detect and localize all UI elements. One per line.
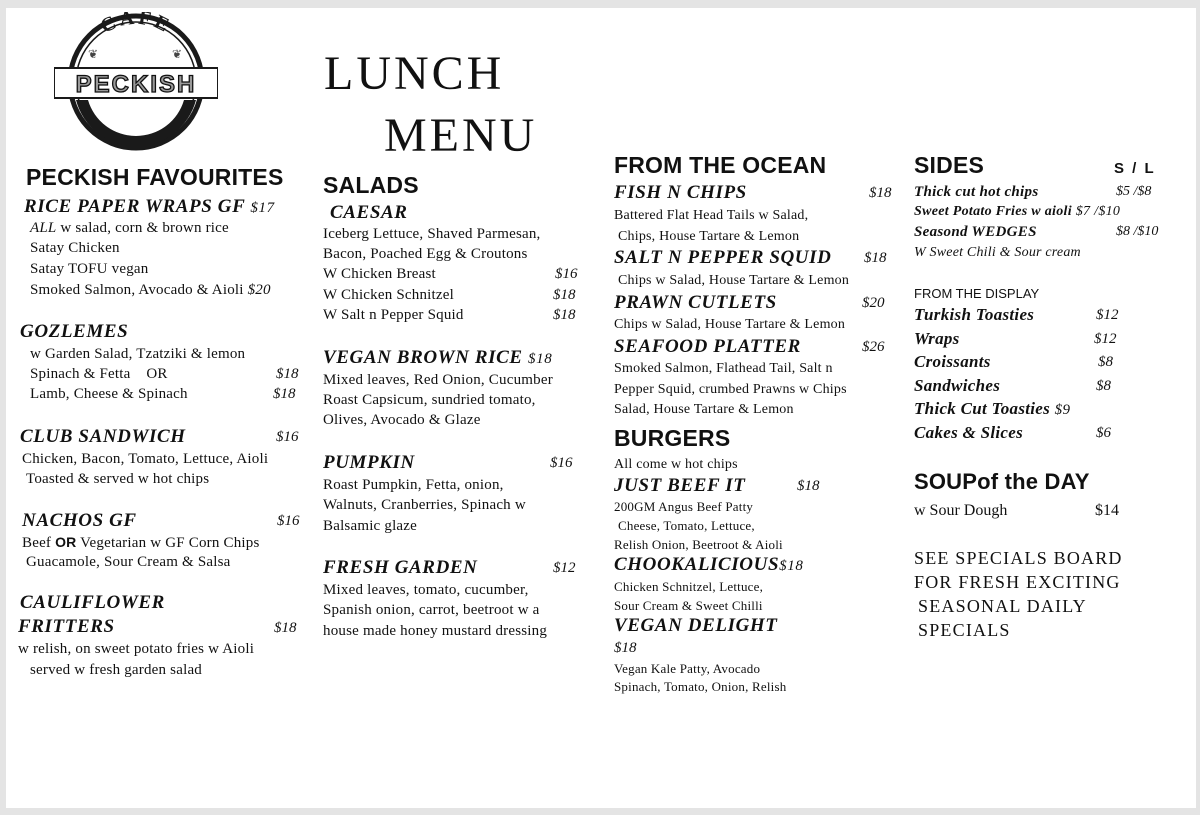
platter-desc: Pepper Squid, crumbed Prawns w Chips [614,382,847,397]
rice-paper-title [24,196,275,218]
fish-name: FISH N CHIPS [614,182,747,203]
vegan-rice-name: VEGAN BROWN RICE [323,347,523,368]
specials-line: SEE SPECIALS BOARD [914,548,1123,568]
burgers-note: All come w hot chips [614,457,738,472]
vegan-burger-desc: Spinach, Tomato, Onion, Relish [614,679,787,694]
gozlemes-option-label: Spinach & Fetta [30,366,131,382]
caesar-option-price: $18 [553,307,576,323]
logo-bottom-text: on the Park [88,97,184,138]
platter-name: SEAFOOD PLATTER [614,336,801,357]
display-item-price: $6 [1096,425,1111,441]
display-heading: FROM THE DISPLAY [914,286,1040,301]
club-desc-2: Toasted & served w hot chips [26,471,210,487]
side-item: Seasond WEDGES [914,224,1037,240]
soup-heading: SOUPof the DAY [914,469,1090,494]
sides-heading: SIDES [914,152,985,178]
gozlemes-or: OR [146,366,168,382]
garden-desc: Spanish onion, carrot, beetroot w a [323,602,540,618]
display-item: Sandwiches [914,376,1001,395]
pumpkin-price: $16 [550,455,573,471]
side-item-price: $8 /$10 [1116,224,1159,239]
side-item-price: $5 /$8 [1116,184,1152,199]
logo-top-text: CAFE [97,12,176,38]
side-item [914,204,1120,220]
club-name: CLUB SANDWICH [20,426,186,447]
caesar-desc-2: Bacon, Poached Egg & Croutons [323,246,528,262]
rice-paper-option: Satay Chicken [30,240,120,256]
pumpkin-desc: Walnuts, Cranberries, Spinach w [323,497,526,513]
gozlemes-option-2: Lamb, Cheese & Spinach [30,386,188,402]
platter-price: $26 [862,339,885,355]
cauliflower-desc-1: w relish, on sweet potato fries w Aioli [18,641,255,657]
sides-size-label: S / L [1114,160,1154,177]
nachos-desc-2: Guacamole, Sour Cream & Salsa [26,554,231,570]
caesar-option: W Chicken Breast [323,266,436,282]
beef-desc: 200GM Angus Beef Patty [614,499,754,514]
beef-price: $18 [797,478,820,494]
display-item-price: $12 [1094,331,1117,347]
fish-desc: Battered Flat Head Tails w Salad, [614,208,809,223]
beef-name: JUST BEEF IT [614,475,746,496]
fish-desc: Chips, House Tartare & Lemon [618,229,800,244]
nachos-name: NACHOS GF [22,510,137,531]
cafe-logo [54,12,218,152]
display-item: Cakes & Slices [914,423,1024,442]
specials-line: SEASONAL DAILY [918,596,1087,616]
vegan-burger-price: $18 [614,640,637,656]
cauliflower-name-1: CAULIFLOWER [20,592,165,613]
nachos-beef: Beef [22,535,56,551]
cauliflower-price: $18 [274,620,297,636]
display-item: Croissants [914,352,991,371]
club-price: $16 [276,429,299,445]
logo-name: PECKISH [75,71,197,98]
vegan-rice-desc: Olives, Avocado & Glaze [323,412,481,428]
soup-desc: w Sour Dough [914,502,1008,519]
gozlemes-option-1 [30,366,168,383]
chook-title [614,554,803,576]
gozlemes-price-1: $18 [276,366,299,382]
vegan-rice-desc: Mixed leaves, Red Onion, Cucumber [323,372,553,388]
pumpkin-name: PUMPKIN [323,452,415,473]
platter-desc: Smoked Salmon, Flathead Tail, Salt n [614,361,833,376]
gozlemes-price-2: $18 [273,386,296,402]
cauliflower-name-2: FRITTERS [18,616,115,637]
specials-line: SPECIALS [918,620,1011,640]
laurel-right-icon: ❦ [172,47,183,61]
gozlemes-name: GOZLEMES [20,321,129,342]
cauliflower-desc-2: served w fresh garden salad [30,662,202,678]
side-item-label: Sweet Potato Fries w aioli [914,204,1072,219]
nachos-veg: Vegetarian w GF Corn Chips [76,535,260,551]
rice-paper-option: Satay TOFU vegan [30,261,149,277]
garden-name: FRESH GARDEN [323,557,478,578]
chook-desc: Sour Cream & Sweet Chilli [614,598,763,613]
garden-desc: Mixed leaves, tomato, cucumber, [323,582,529,598]
ocean-heading: FROM THE OCEAN [614,152,827,178]
caesar-name: CAESAR [330,202,408,223]
display-item-price: $12 [1096,307,1119,323]
squid-price: $18 [864,250,887,266]
salmon-label: Smoked Salmon, Avocado & Aioli [30,282,244,298]
display-item [914,399,1070,419]
salads-heading: SALADS [323,172,419,198]
prawn-name: PRAWN CUTLETS [614,292,777,313]
caesar-option: W Chicken Schnitzel [323,287,454,303]
beef-desc: Cheese, Tomato, Lettuce, [618,518,755,533]
fish-price: $18 [869,185,892,201]
vegan-burger-name: VEGAN DELIGHT [614,615,778,636]
favourites-heading: PECKISH FAVOURITES [26,164,284,190]
display-item-price: $9 [1054,402,1071,418]
prawn-price: $20 [862,295,885,311]
platter-desc: Salad, House Tartare & Lemon [614,402,794,417]
display-item: Wraps [914,329,960,348]
rice-paper-price: $17 [250,200,275,216]
gozlemes-desc: w Garden Salad, Tzatziki & lemon [30,346,246,362]
side-item-price: $7 /$10 [1075,204,1121,219]
nachos-price: $16 [277,513,300,529]
vegan-burger-desc: Vegan Kale Patty, Avocado [614,661,761,676]
garden-desc: house made honey mustard dressing [323,623,548,639]
rice-paper-salmon [30,282,271,299]
rice-paper-tag: GF [217,196,246,217]
vegan-rice-desc: Roast Capsicum, sundried tomato, [323,392,536,408]
squid-name: SALT N PEPPER SQUID [614,247,832,268]
specials-line: FOR FRESH EXCITING [914,572,1121,592]
squid-desc: Chips w Salad, House Tartare & Lemon [618,273,850,288]
chook-name: CHOOKALICIOUS [614,554,780,575]
club-desc-1: Chicken, Bacon, Tomato, Lettuce, Aioli [22,451,269,467]
chook-price: $18 [779,558,804,574]
display-item: Turkish Toasties [914,305,1035,324]
rice-paper-desc [30,220,229,237]
title-line-1: LUNCH [324,47,505,100]
soup-price: $14 [1095,502,1119,519]
caesar-option-price: $16 [555,266,578,282]
chook-desc: Chicken Schnitzel, Lettuce, [614,579,764,594]
rice-paper-desc-rest: w salad, corn & brown rice [56,220,229,236]
side-item: Thick cut hot chips [914,184,1039,200]
caesar-desc-1: Iceberg Lettuce, Shaved Parmesan, [323,226,541,242]
display-item-price: $8 [1098,354,1113,370]
pumpkin-desc: Balsamic glaze [323,518,418,534]
vegan-rice-price: $18 [528,351,553,367]
vegan-rice-title [323,347,552,369]
display-item-price: $8 [1096,378,1111,394]
rice-paper-all: ALL [30,220,57,236]
salmon-price: $20 [247,282,271,298]
prawn-desc: Chips w Salad, House Tartare & Lemon [614,317,846,332]
burgers-heading: BURGERS [614,425,731,451]
rice-paper-name: RICE PAPER WRAPS [24,196,213,217]
nachos-or: OR [55,534,77,550]
garden-price: $12 [553,560,576,576]
pumpkin-desc: Roast Pumpkin, Fetta, onion, [323,477,504,493]
nachos-desc-1 [22,534,260,552]
sides-note: W Sweet Chili & Sour cream [914,245,1081,260]
caesar-option: W Salt n Pepper Squid [323,307,464,323]
caesar-option-price: $18 [553,287,576,303]
title-line-2: MENU [384,109,538,162]
laurel-left-icon: ❦ [88,47,99,61]
beef-desc: Relish Onion, Beetroot & Aioli [614,537,783,552]
display-item-label: Thick Cut Toasties [914,399,1051,418]
